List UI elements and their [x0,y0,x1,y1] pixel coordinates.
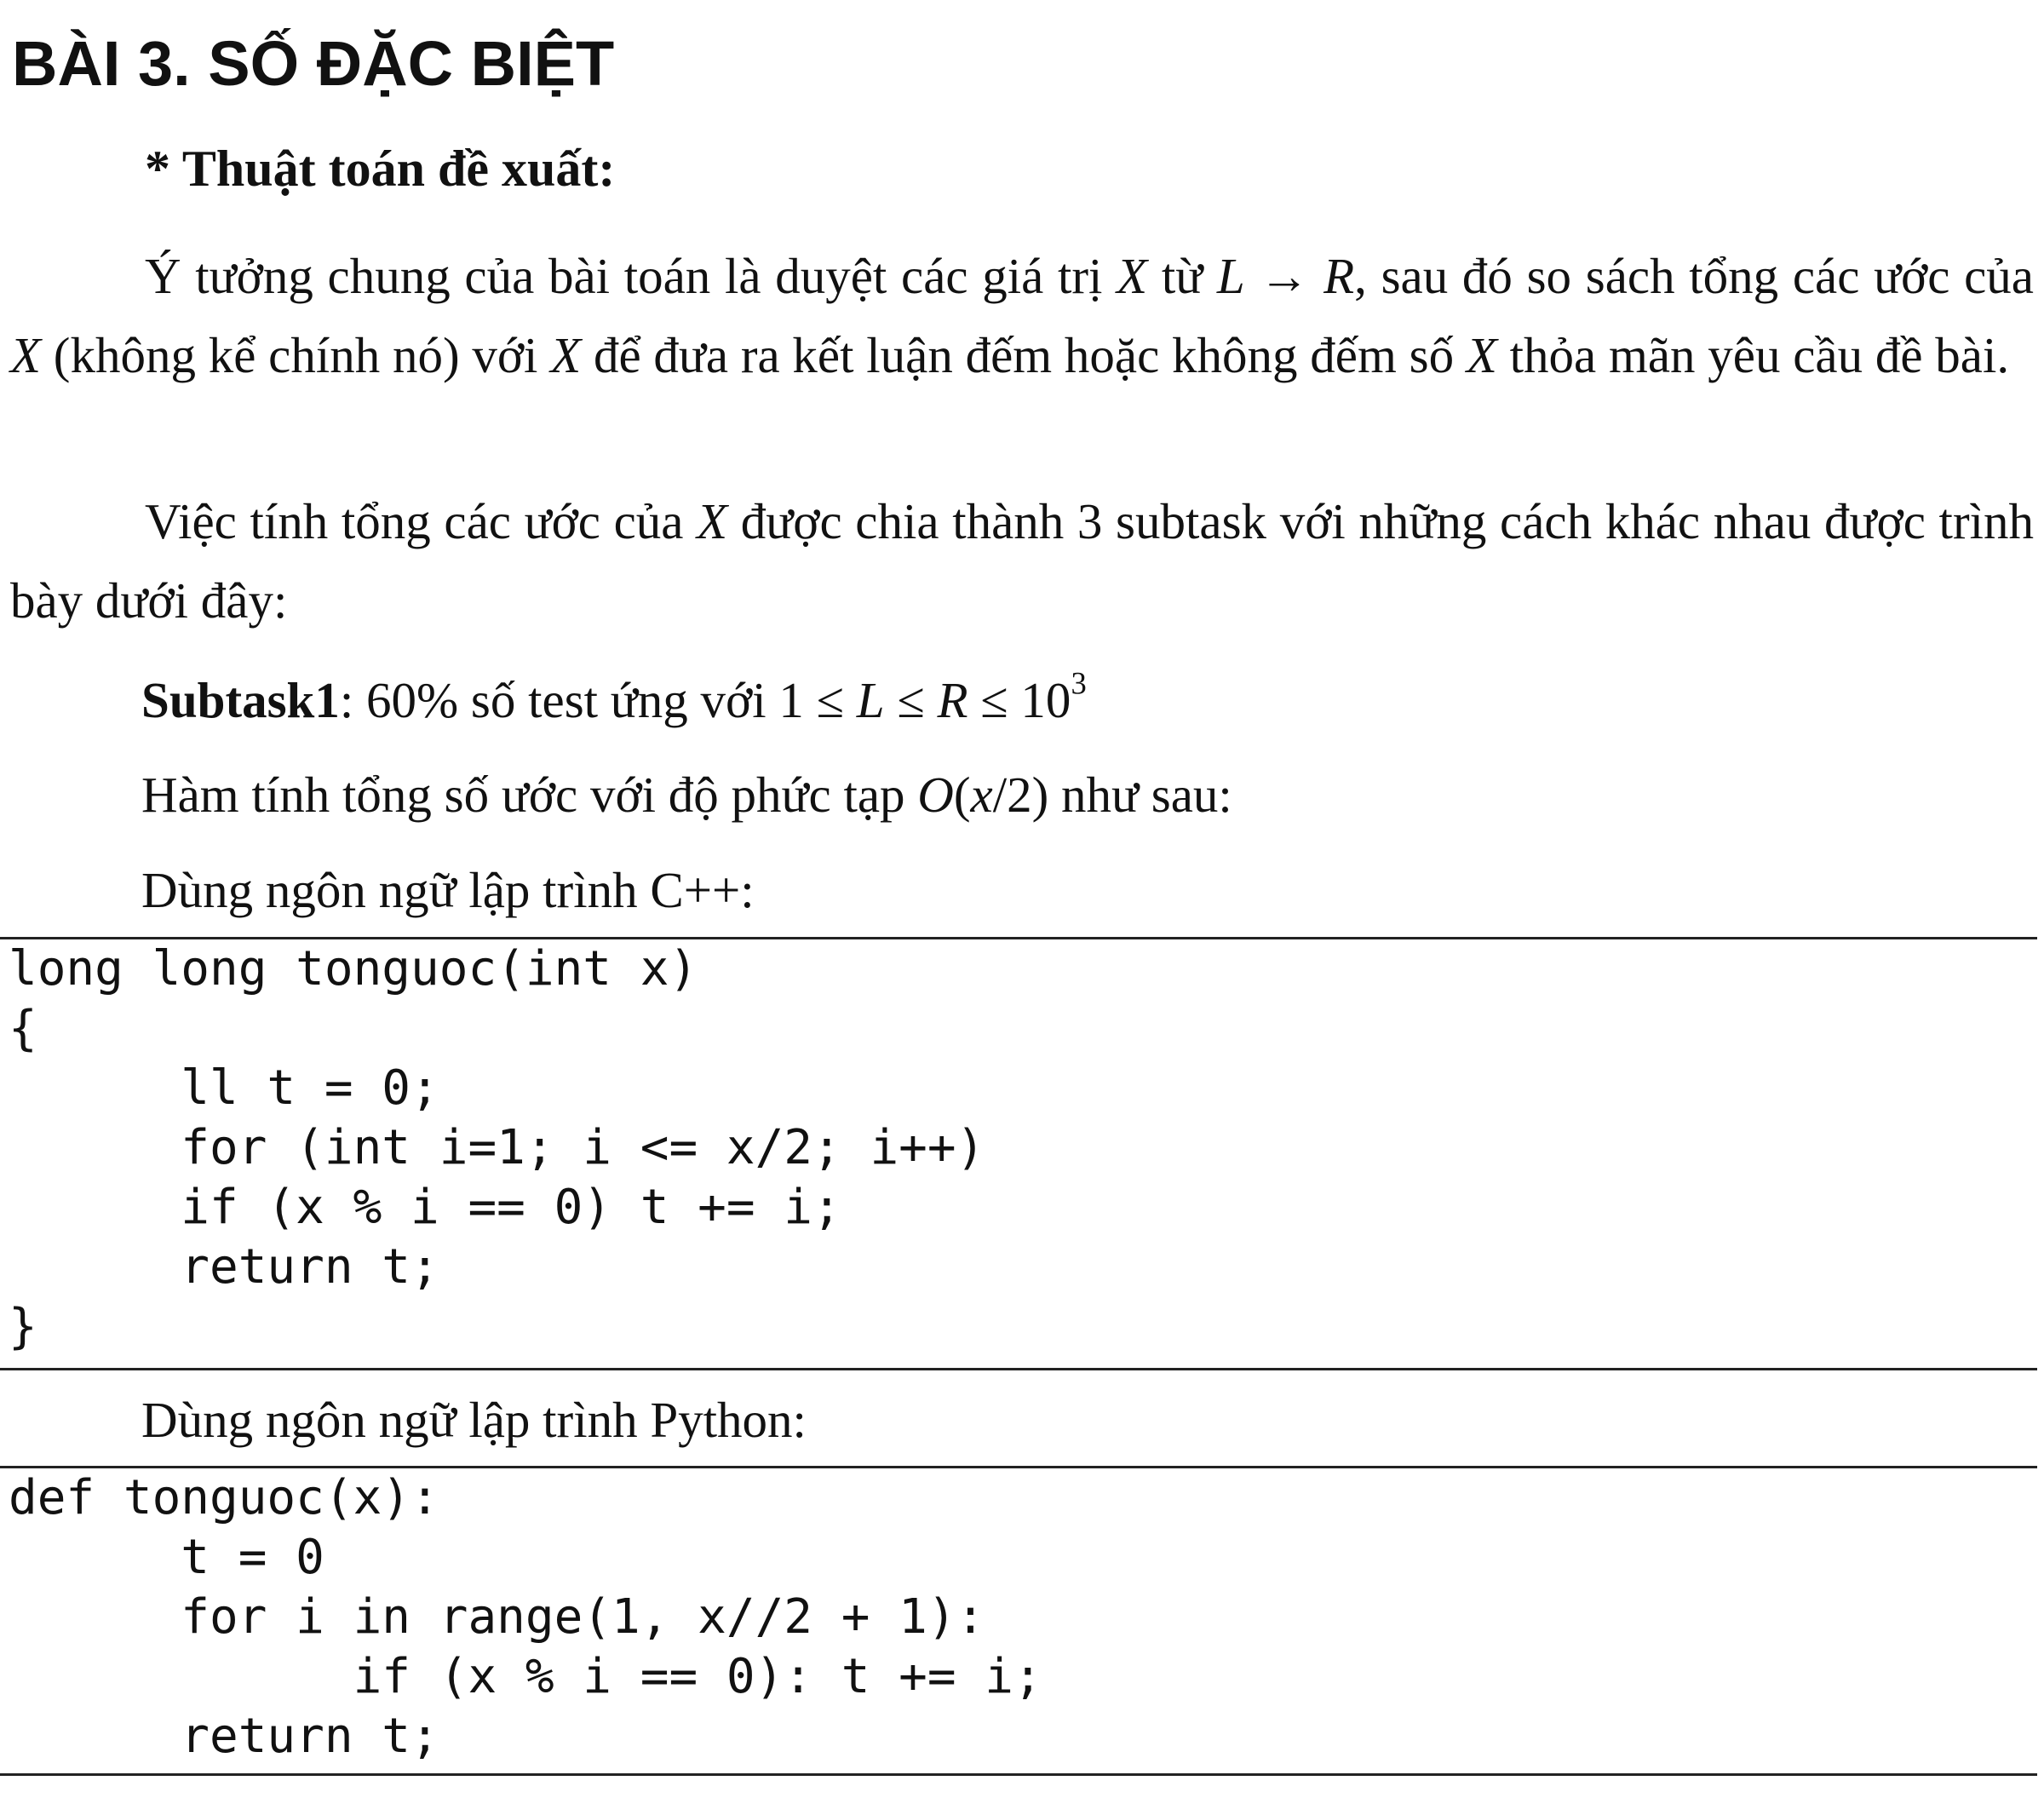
para1-text-2: từ [1147,248,1217,304]
var-x: X [1466,327,1497,383]
complexity-line [141,761,1232,829]
paren-open: ( [953,767,971,823]
var-x: X [550,327,582,383]
python-code-block: def tonguoc(x): t = 0 for i in range(1, x//2 + 1): if (x % i == 0): t += i; return t; [9,1470,1042,1764]
big-o: O [917,767,954,823]
var-x: X [10,327,42,383]
python-bottom-rule [0,1773,2037,1776]
var-l: L [856,672,885,728]
subtask1-label: Subtask1 [141,672,340,728]
subtask1-text: : 60% số test ứng với [339,672,779,728]
para2-text-1: Việc tính tổng các ước của [145,493,698,549]
para1-text-1: Ý tưởng chung của bài toán là duyệt các giá trị [145,248,1117,304]
math-bound-b: ≤ [884,672,938,728]
subtask1-line [141,666,1087,734]
para2-text-2: được chia thành 3 subtask với những cách khác nhau được trình bày dưới đây: [10,493,2034,629]
subtask-paragraph [10,482,2034,641]
var-r: R [937,672,968,728]
var-r: R [1323,248,1355,304]
para1-text-3: , sau đó so sách tổng các ước của [1354,248,2034,304]
complexity-text-1: Hàm tính tổng số ước với độ phức tạp [141,767,918,823]
var-x: X [697,493,728,549]
cpp-bottom-rule [0,1368,2037,1370]
var-x: X [1117,248,1148,304]
var-x-lower: x [970,767,993,823]
python-caption: Dùng ngôn ngữ lập trình Python: [141,1392,807,1448]
para1-text-6: thỏa mãn yêu cầu đề bài. [1496,327,2010,383]
cpp-code-block: long long tonguoc(int x) { ll t = 0; for (int i=1; i <= x/2; i++) if (x % i == 0) t += i; return t; } [9,941,985,1354]
math-bound-a: 1 ≤ [778,672,857,728]
divide-two: /2) [992,767,1049,823]
complexity-text-2: như sau: [1048,767,1232,823]
intro-paragraph [10,237,2034,395]
exponent: 3 [1071,665,1087,701]
para1-text-5: để đưa ra kết luận đếm hoặc không đếm số [581,327,1467,383]
para1-text-4: (không kể chính nó) với [41,327,551,383]
arrow-symbol: → [1244,248,1324,304]
var-l: L [1216,248,1245,304]
section-title: BÀI 3. SỐ ĐẶC BIỆT [12,28,615,99]
algorithm-subheading: * Thuật toán đề xuất: [145,141,616,197]
math-bound-c: ≤ 10 [967,672,1071,728]
cpp-caption: Dùng ngôn ngữ lập trình C++: [141,862,755,918]
